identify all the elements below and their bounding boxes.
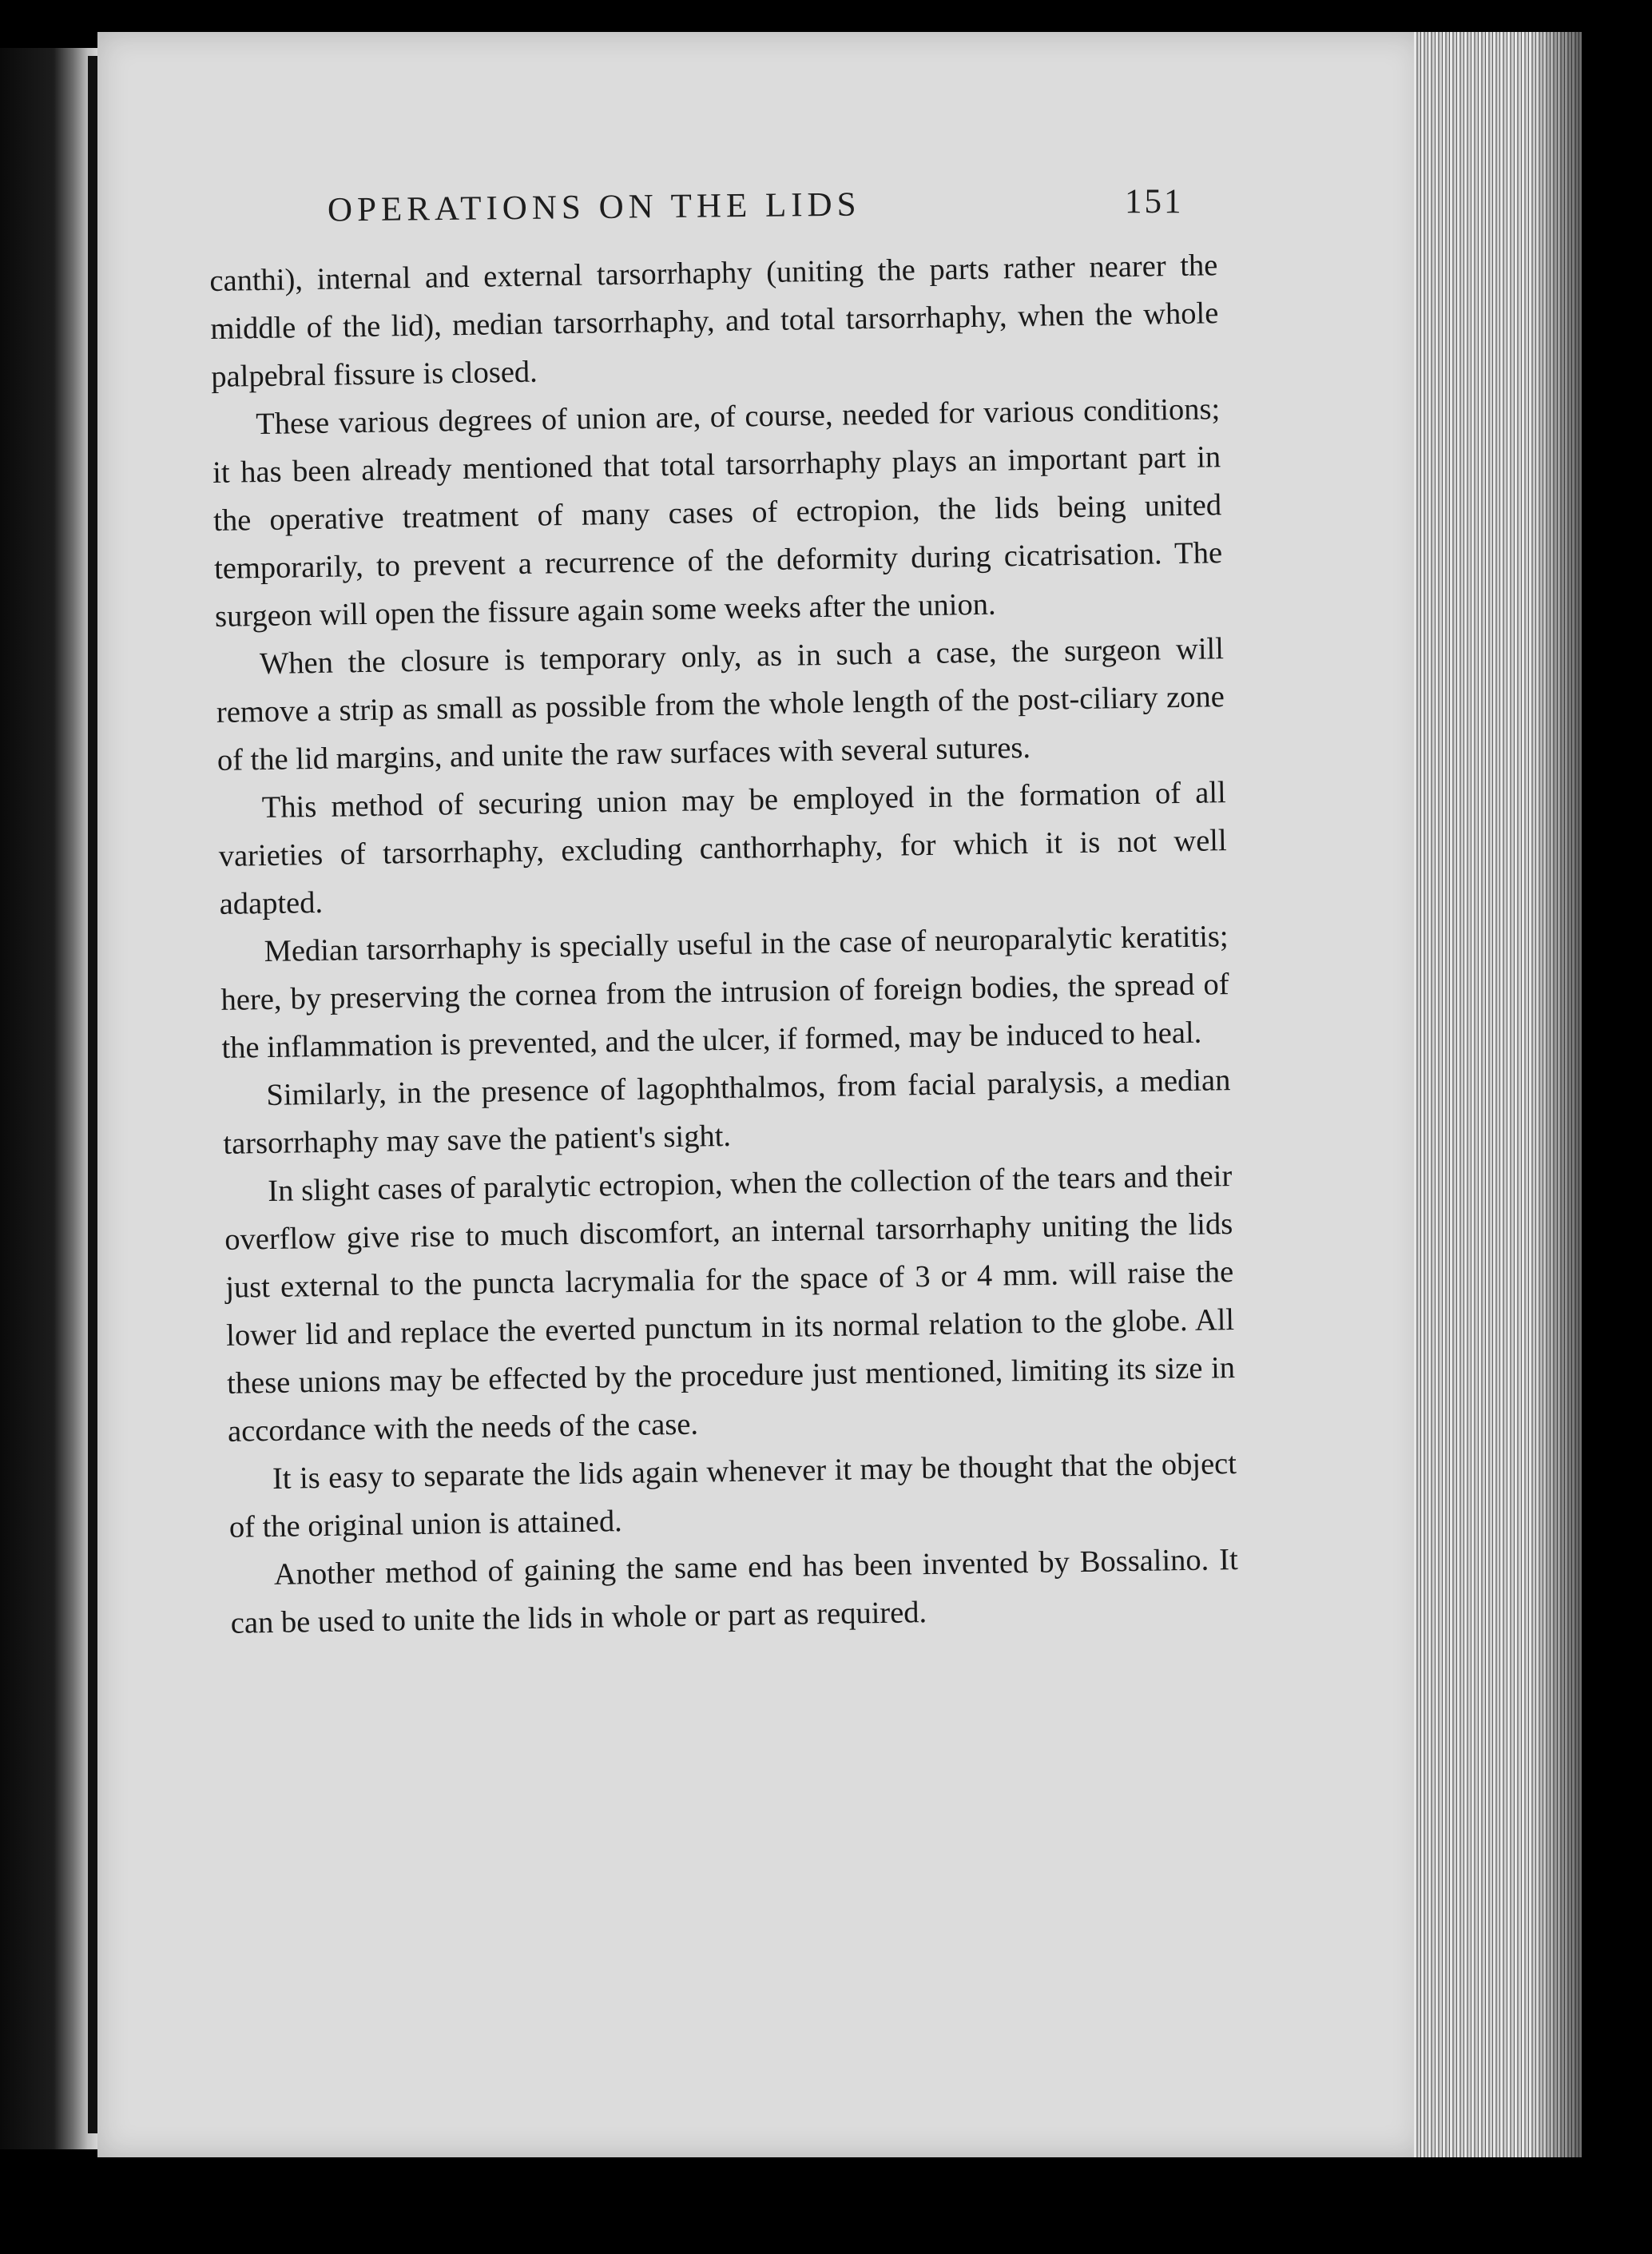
page-fore-edge-shadow bbox=[1414, 32, 1582, 2157]
paragraph: Similarly, in the presence of lagophthalmos, from facial paralysis, a median tarsorrhaphy may save the patient's sight. bbox=[223, 1063, 1231, 1161]
paragraph: Median tarsorrhaphy is specially useful in the case of neuroparalytic keratitis; here, by preserving the cornea from the intrusion of foreign bodies, the spread of the inflammation is prevented, and the ulcer, if formed, may be induced to heal. bbox=[220, 920, 1229, 1065]
paragraph: When the closure is temporary only, as in such a case, the surgeon will remove a strip as small as possible from the whole length of the post-ciliary zone of the lid margins, and unite the raw surfaces with several sutures. bbox=[216, 632, 1225, 777]
body-text bbox=[209, 241, 1239, 1648]
paragraph: Another method of gaining the same end has been invented by Bossalino. It can be used to unite the lids in whole or part as required. bbox=[230, 1542, 1239, 1640]
paragraph: In slight cases of paralytic ectropion, when the collection of the tears and their overflow give rise to much discomfort, an internal tarsorrhaphy uniting the lids just external to the puncta lacrymalia for the space of 3 or 4 mm. will raise the lower lid and replace the everted punctum in its normal relation to the globe. All these unions may be effected by the procedure just mentioned, limiting its size in accordance with the needs of the case. bbox=[224, 1159, 1236, 1449]
running-head: OPERATIONS ON THE LIDS bbox=[327, 185, 861, 229]
paragraph: canthi), internal and external tarsorrhaphy (uniting the parts rather nearer the middle of the lid), median tarsorrhaphy, and total tarsorrhaphy, when the whole palpebral fissure is closed. bbox=[209, 248, 1219, 394]
left-page-edge bbox=[0, 48, 97, 2149]
paragraph: These various degrees of union are, of course, needed for various conditions; it has been already mentioned that total tarsorrhaphy plays an important part in the operative treatment of many cases of ectropion, the lids being united temporarily, to prevent a recurrence of the deformity during cicatrisation. The surgeon will open the fissure again some weeks after the union. bbox=[212, 392, 1223, 634]
paragraph: This method of securing union may be employed in the formation of all varieties of tarsorrhaphy, excluding canthorrhaphy, for which it is not well adapted. bbox=[218, 776, 1227, 921]
page-number: 151 bbox=[1125, 183, 1184, 221]
paragraph: It is easy to separate the lids again whenever it may be thought that the object of the original union is attained. bbox=[228, 1446, 1237, 1544]
